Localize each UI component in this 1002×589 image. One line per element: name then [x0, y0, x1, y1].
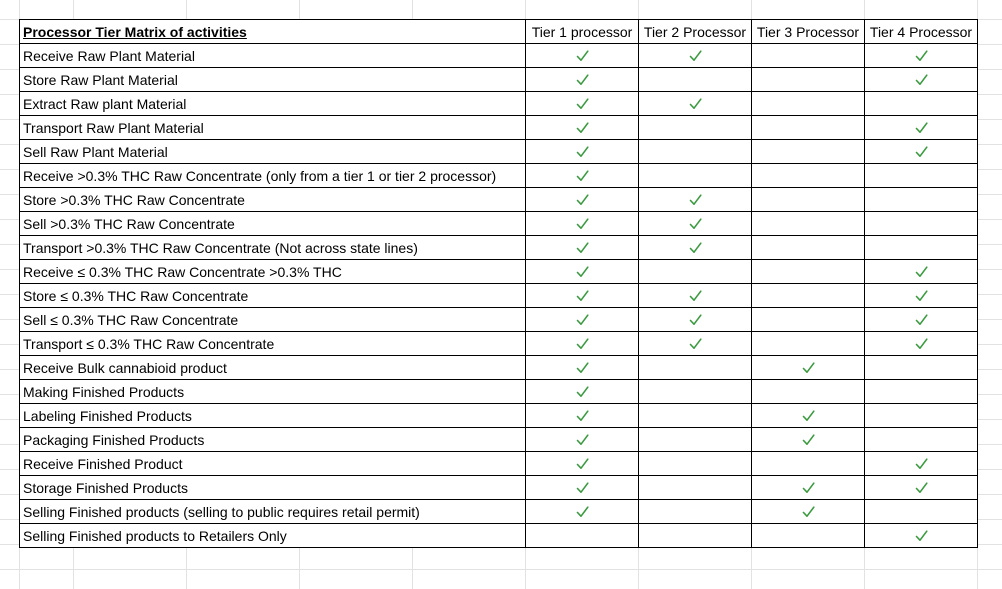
- tier-3-cell[interactable]: [752, 356, 865, 380]
- activity-cell[interactable]: Extract Raw plant Material: [20, 92, 526, 116]
- tier-2-cell[interactable]: [639, 380, 752, 404]
- tier-3-cell[interactable]: [752, 260, 865, 284]
- tier-2-cell[interactable]: [639, 524, 752, 548]
- tier-3-header[interactable]: Tier 3 Processor: [752, 20, 865, 44]
- table-row: [20, 452, 978, 476]
- activity-cell[interactable]: Sell >0.3% THC Raw Concentrate: [20, 212, 526, 236]
- activity-cell[interactable]: Making Finished Products: [20, 380, 526, 404]
- table-row: [20, 428, 978, 452]
- check-icon: [576, 506, 589, 518]
- check-icon: [576, 314, 589, 326]
- tier-2-cell[interactable]: [639, 212, 752, 236]
- tier-1-cell[interactable]: [526, 68, 639, 92]
- tier-2-cell[interactable]: [639, 260, 752, 284]
- tier-2-cell[interactable]: [639, 476, 752, 500]
- tier-3-cell[interactable]: [752, 284, 865, 308]
- tier-4-cell[interactable]: [865, 260, 978, 284]
- activity-cell[interactable]: Receive Finished Product: [20, 452, 526, 476]
- tier-2-cell[interactable]: [639, 452, 752, 476]
- check-icon: [576, 290, 589, 302]
- table-row: [20, 476, 978, 500]
- tier-4-cell[interactable]: [865, 92, 978, 116]
- tier-2-cell[interactable]: [639, 332, 752, 356]
- activity-cell[interactable]: Store ≤ 0.3% THC Raw Concentrate: [20, 284, 526, 308]
- tier-4-cell[interactable]: [865, 284, 978, 308]
- tier-3-cell[interactable]: [752, 236, 865, 260]
- tier-2-cell[interactable]: [639, 308, 752, 332]
- tier-3-cell[interactable]: [752, 308, 865, 332]
- tier-4-cell[interactable]: [865, 452, 978, 476]
- tier-2-cell[interactable]: [639, 428, 752, 452]
- check-icon: [576, 170, 589, 182]
- tier-1-cell[interactable]: [526, 212, 639, 236]
- tier-1-cell[interactable]: [526, 236, 639, 260]
- tier-3-cell[interactable]: [752, 380, 865, 404]
- tier-4-cell[interactable]: [865, 212, 978, 236]
- tier-2-cell[interactable]: [639, 68, 752, 92]
- activity-cell[interactable]: Transport >0.3% THC Raw Concentrate (Not across state lines): [20, 236, 526, 260]
- check-icon: [915, 530, 928, 542]
- check-icon: [915, 290, 928, 302]
- tier-4-cell[interactable]: [865, 188, 978, 212]
- check-icon: [689, 98, 702, 110]
- check-icon: [915, 146, 928, 158]
- tier-3-cell[interactable]: [752, 44, 865, 68]
- check-icon: [576, 74, 589, 86]
- tier-1-cell[interactable]: [526, 500, 639, 524]
- check-icon: [576, 434, 589, 446]
- check-icon: [689, 242, 702, 254]
- check-icon: [576, 98, 589, 110]
- tier-4-cell[interactable]: [865, 476, 978, 500]
- activity-cell[interactable]: Selling Finished products to Retailers Only: [20, 524, 526, 548]
- spreadsheet-area: [19, 19, 978, 548]
- tier-1-cell[interactable]: [526, 164, 639, 188]
- tier-4-cell[interactable]: [865, 236, 978, 260]
- activity-cell[interactable]: Labeling Finished Products: [20, 404, 526, 428]
- table-row: [20, 524, 978, 548]
- tier-1-cell[interactable]: [526, 380, 639, 404]
- check-icon: [915, 314, 928, 326]
- table-row: [20, 260, 978, 284]
- activity-cell[interactable]: Receive Raw Plant Material: [20, 44, 526, 68]
- tier-1-cell[interactable]: [526, 188, 639, 212]
- activity-cell[interactable]: Receive ≤ 0.3% THC Raw Concentrate >0.3% THC: [20, 260, 526, 284]
- check-icon: [915, 74, 928, 86]
- activity-cell[interactable]: Selling Finished products (selling to public requires retail permit): [20, 500, 526, 524]
- tier-2-cell[interactable]: [639, 140, 752, 164]
- tier-1-cell[interactable]: [526, 44, 639, 68]
- table-row: [20, 380, 978, 404]
- tier-4-cell[interactable]: [865, 356, 978, 380]
- tier-3-cell[interactable]: [752, 188, 865, 212]
- check-icon: [576, 218, 589, 230]
- check-icon: [915, 50, 928, 62]
- tier-2-cell[interactable]: [639, 92, 752, 116]
- tier-1-cell[interactable]: [526, 332, 639, 356]
- tier-1-cell[interactable]: [526, 524, 639, 548]
- tier-4-cell[interactable]: [865, 68, 978, 92]
- tier-4-cell[interactable]: [865, 116, 978, 140]
- check-icon: [915, 458, 928, 470]
- check-icon: [576, 122, 589, 134]
- matrix-body: [20, 44, 978, 548]
- table-row: [20, 284, 978, 308]
- tier-1-cell[interactable]: [526, 284, 639, 308]
- tier-2-cell[interactable]: [639, 284, 752, 308]
- table-row: [20, 164, 978, 188]
- check-icon: [576, 338, 589, 350]
- check-icon: [802, 362, 815, 374]
- tier-4-header[interactable]: Tier 4 Processor: [865, 20, 978, 44]
- matrix-title-cell[interactable]: Processor Tier Matrix of activities: [20, 20, 526, 44]
- table-row: [20, 332, 978, 356]
- activity-cell[interactable]: Receive >0.3% THC Raw Concentrate (only from a tier 1 or tier 2 processor): [20, 164, 526, 188]
- activity-cell[interactable]: Storage Finished Products: [20, 476, 526, 500]
- tier-3-cell[interactable]: [752, 404, 865, 428]
- check-icon: [576, 194, 589, 206]
- tier-3-cell[interactable]: [752, 428, 865, 452]
- activity-cell[interactable]: Store >0.3% THC Raw Concentrate: [20, 188, 526, 212]
- check-icon: [576, 50, 589, 62]
- tier-3-cell[interactable]: [752, 140, 865, 164]
- check-icon: [802, 434, 815, 446]
- tier-3-cell[interactable]: [752, 524, 865, 548]
- tier-3-cell[interactable]: [752, 476, 865, 500]
- activity-cell[interactable]: Transport ≤ 0.3% THC Raw Concentrate: [20, 332, 526, 356]
- tier-1-cell[interactable]: [526, 116, 639, 140]
- check-icon: [802, 410, 815, 422]
- table-row: [20, 308, 978, 332]
- tier-2-cell[interactable]: [639, 236, 752, 260]
- activity-cell[interactable]: Sell Raw Plant Material: [20, 140, 526, 164]
- activity-cell[interactable]: Transport Raw Plant Material: [20, 116, 526, 140]
- check-icon: [802, 506, 815, 518]
- check-icon: [576, 146, 589, 158]
- check-icon: [915, 266, 928, 278]
- tier-2-header[interactable]: Tier 2 Processor: [639, 20, 752, 44]
- tier-4-cell[interactable]: [865, 404, 978, 428]
- check-icon: [802, 482, 815, 494]
- tier-1-cell[interactable]: [526, 140, 639, 164]
- activity-cell[interactable]: Receive Bulk cannabioid product: [20, 356, 526, 380]
- activity-cell[interactable]: Packaging Finished Products: [20, 428, 526, 452]
- check-icon: [576, 410, 589, 422]
- table-row: [20, 356, 978, 380]
- check-icon: [689, 50, 702, 62]
- tier-2-cell[interactable]: [639, 44, 752, 68]
- tier-1-cell[interactable]: [526, 308, 639, 332]
- activity-cell[interactable]: Store Raw Plant Material: [20, 68, 526, 92]
- check-icon: [576, 362, 589, 374]
- tier-4-cell[interactable]: [865, 308, 978, 332]
- tier-3-cell[interactable]: [752, 164, 865, 188]
- table-row: [20, 212, 978, 236]
- tier-3-cell[interactable]: [752, 92, 865, 116]
- tier-2-cell[interactable]: [639, 404, 752, 428]
- check-icon: [689, 218, 702, 230]
- header-row: [20, 20, 978, 44]
- tier-1-cell[interactable]: [526, 476, 639, 500]
- table-row: [20, 140, 978, 164]
- tier-4-cell[interactable]: [865, 524, 978, 548]
- check-icon: [576, 482, 589, 494]
- activity-cell[interactable]: Sell ≤ 0.3% THC Raw Concentrate: [20, 308, 526, 332]
- check-icon: [915, 338, 928, 350]
- table-row: [20, 500, 978, 524]
- tier-2-cell[interactable]: [639, 356, 752, 380]
- check-icon: [689, 290, 702, 302]
- tier-4-cell[interactable]: [865, 332, 978, 356]
- check-icon: [689, 194, 702, 206]
- processor-tier-matrix: [19, 19, 978, 548]
- table-row: [20, 68, 978, 92]
- tier-4-cell[interactable]: [865, 428, 978, 452]
- tier-3-cell[interactable]: [752, 500, 865, 524]
- tier-3-cell[interactable]: [752, 116, 865, 140]
- tier-4-cell[interactable]: [865, 44, 978, 68]
- tier-1-cell[interactable]: [526, 452, 639, 476]
- table-row: [20, 92, 978, 116]
- check-icon: [689, 314, 702, 326]
- table-row: [20, 404, 978, 428]
- tier-4-cell[interactable]: [865, 140, 978, 164]
- tier-3-cell[interactable]: [752, 332, 865, 356]
- tier-1-cell[interactable]: [526, 92, 639, 116]
- check-icon: [915, 122, 928, 134]
- check-icon: [689, 338, 702, 350]
- tier-1-cell[interactable]: [526, 356, 639, 380]
- tier-3-cell[interactable]: [752, 68, 865, 92]
- tier-3-cell[interactable]: [752, 452, 865, 476]
- tier-1-cell[interactable]: [526, 404, 639, 428]
- tier-4-cell[interactable]: [865, 164, 978, 188]
- check-icon: [576, 386, 589, 398]
- table-row: [20, 44, 978, 68]
- tier-2-cell[interactable]: [639, 500, 752, 524]
- table-row: [20, 116, 978, 140]
- check-icon: [915, 482, 928, 494]
- tier-1-header[interactable]: Tier 1 processor: [526, 20, 639, 44]
- tier-2-cell[interactable]: [639, 188, 752, 212]
- tier-1-cell[interactable]: [526, 260, 639, 284]
- check-icon: [576, 242, 589, 254]
- check-icon: [576, 458, 589, 470]
- tier-3-cell[interactable]: [752, 212, 865, 236]
- table-row: [20, 188, 978, 212]
- tier-4-cell[interactable]: [865, 500, 978, 524]
- tier-1-cell[interactable]: [526, 428, 639, 452]
- table-row: [20, 236, 978, 260]
- tier-4-cell[interactable]: [865, 380, 978, 404]
- check-icon: [576, 266, 589, 278]
- tier-2-cell[interactable]: [639, 164, 752, 188]
- tier-2-cell[interactable]: [639, 116, 752, 140]
